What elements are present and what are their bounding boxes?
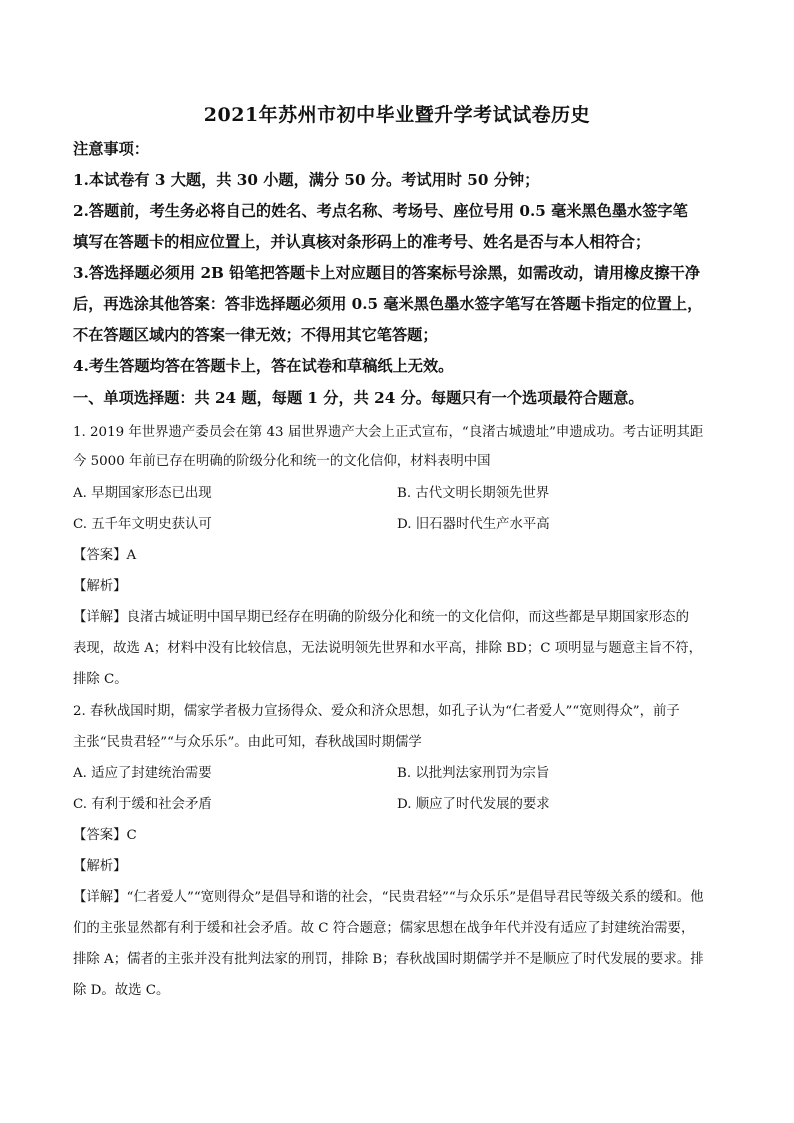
- q2-stem-line-2: 主张“民贵君轻”“与众乐乐”。由此可知，春秋战国时期儒学: [73, 735, 422, 750]
- q1-stem-line-2: 今 5000 年前已存在明确的阶级分化和统一的文化信仰，材料表明中国: [73, 454, 491, 469]
- q2-detail-line-3: 排除 A；儒者的主张并没有批判法家的刑罚，排除 B；春秋战国时期儒学并不是顺应了时代发展的要求。排: [73, 952, 704, 967]
- q2-answer: 【答案】C: [73, 828, 137, 843]
- q1-option-d: D. 旧石器时代生产水平高: [397, 517, 550, 532]
- note-line-3: 填写在答题卡的相应位置上，并认真核对条形码上的准考号、姓名是否与本人相符合；: [73, 233, 651, 251]
- note-line-4: 3.答选择题必须用 2B 铅笔把答题卡上对应题目的答案标号涂黑，如需改动，请用橡皮擦干净: [73, 264, 700, 282]
- q2-analysis-label: 【解析】: [73, 859, 127, 874]
- q2-detail-line-4: 除 D。故选 C。: [73, 983, 170, 998]
- q2-option-a: A. 适应了封建统治需要: [73, 766, 212, 781]
- notes-heading: 注意事项：: [73, 140, 149, 158]
- q1-stem-line-1: 1. 2019 年世界遗产委员会在第 43 届世界遗产大会上正式宣布，“良渚古城遗址”申遗成功。考古证明其距: [73, 425, 704, 440]
- q2-detail-line-2: 们的主张显然都有利于缓和社会矛盾。故 C 符合题意；儒家思想在战争年代并没有适应了封建统治需要，: [73, 921, 695, 936]
- q2-stem-line-1: 2. 春秋战国时期，儒家学者极力宣扬得众、爱众和济众思想，如孔子认为“仁者爱人”“宽则得众”，前子: [73, 704, 680, 719]
- q1-analysis-label: 【解析】: [73, 579, 127, 594]
- q2-option-c: C. 有利于缓和社会矛盾: [73, 797, 212, 812]
- note-line-6: 不在答题区域内的答案一律无效；不得用其它笔答题；: [73, 326, 438, 344]
- note-line-2: 2.答题前，考生务必将自己的姓名、考点名称、考场号、座位号用 0.5 毫米黑色墨水签字笔: [73, 202, 688, 220]
- q1-detail-line-1: 【详解】良渚古城证明中国早期已经存在明确的阶级分化和统一的文化信仰，而这些都是早期国家形态的: [73, 610, 689, 625]
- q2-detail-line-1: 【详解】“仁者爱人”“宽则得众”是倡导和谐的社会，“民贵君轻”“与众乐乐”是倡导君民等级关系的缓和。他: [73, 890, 704, 905]
- q1-answer: 【答案】A: [73, 548, 137, 563]
- q1-option-b: B. 古代文明长期领先世界: [397, 486, 550, 501]
- q1-option-c: C. 五千年文明史获认可: [73, 517, 212, 532]
- q1-detail-line-2: 表现，故选 A；材料中没有比较信息，无法说明领先世界和水平高，排除 BD；C 项明显与题意主旨不符，: [73, 641, 703, 656]
- q1-option-a: A. 早期国家形态已出现: [73, 486, 212, 501]
- section-heading: 一、单项选择题：共 24 题，每题 1 分，共 24 分。每题只有一个选项最符合题意。: [73, 389, 644, 407]
- q2-option-d: D. 顺应了时代发展的要求: [397, 797, 550, 812]
- note-line-7: 4.考生答题均答在答题卡上，答在试卷和草稿纸上无效。: [73, 357, 454, 375]
- note-line-5: 后，再选涂其他答案：答非选择题必须用 0.5 毫米黑色墨水签字笔写在答题卡指定的位置上，: [73, 295, 703, 313]
- page-title: 2021年苏州市初中毕业暨升学考试试卷历史: [203, 104, 591, 126]
- q1-detail-line-3: 排除 C。: [73, 672, 128, 687]
- q2-option-b: B. 以批判法家刑罚为宗旨: [397, 766, 550, 781]
- note-line-1: 1.本试卷有 3 大题，共 30 小题，满分 50 分。考试用时 50 分钟；: [73, 171, 540, 189]
